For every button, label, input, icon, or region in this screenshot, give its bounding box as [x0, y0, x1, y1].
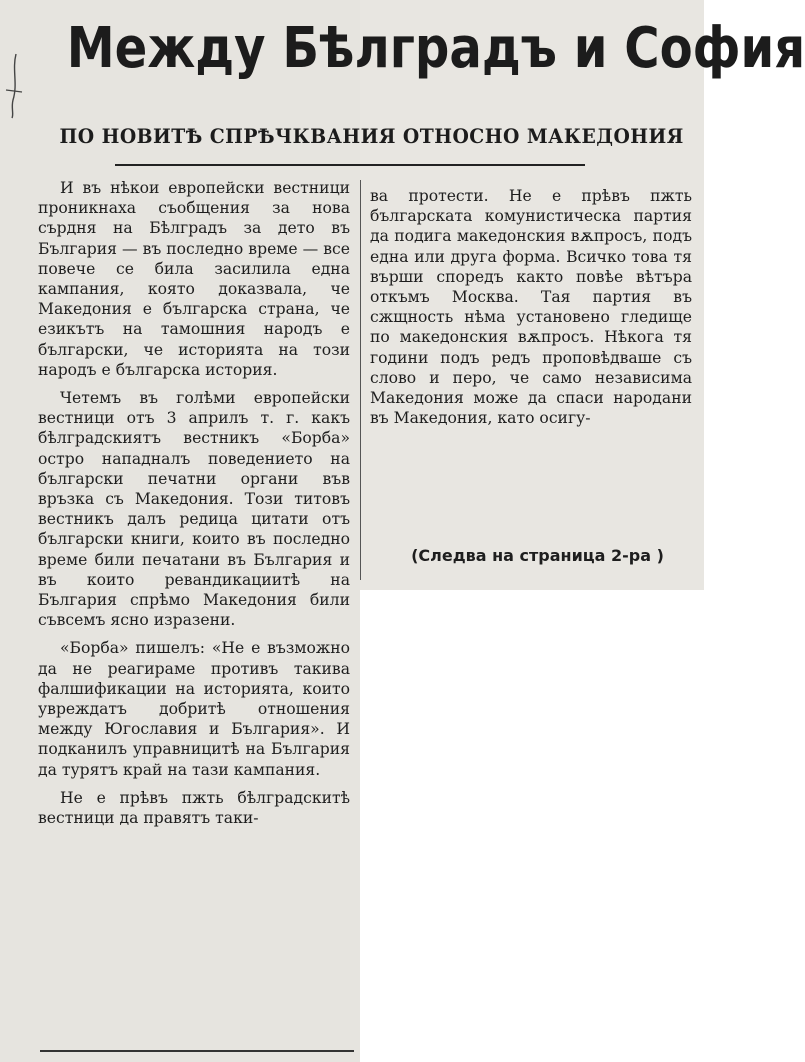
pen-mark-icon: [4, 50, 24, 120]
paragraph: Не е прѣвъ пжть бѣлградскитѣ вестници да правятъ таки-: [38, 788, 350, 828]
article-column-left: [38, 178, 350, 836]
article-headline: Между Бѣлградъ и София: [66, 16, 805, 81]
paragraph: ва протести. Не е прѣвъ пжть българската комунистическа партия да подига македонския вѫпросъ, подъ една или друга форма. Всичко това тя върши споредъ както повѣе вѣтъра откъмъ Москва. Тая партия въ сжщность нѣма установено гледище по македонския вѫпросъ. Нѣкога тя години подъ редъ проповѣдваше съ слово и перо, че само независима Македония може да спаси народани въ Македония, като осигу-: [370, 187, 692, 428]
headline-rule: [115, 164, 585, 166]
paragraph: «Борба» пишелъ: «Не е възможно да не реагираме противъ такива фалшификации на историята, които увреждатъ добритѣ отношения между Югославия и България». И подканилъ управницитѣ на България да турятъ край на тази кампания.: [38, 639, 350, 779]
paragraph: И въ нѣкои европейски вестници проникнаха съобщения за нова сърдня на Бѣлградъ за дето въ България — въ последно време — все повече се била засилила една кампания, която доказвала, че Македония е българска страна, че езикътъ на тамошния народъ е български, че историята на този народъ е българска история.: [38, 179, 350, 379]
article-column-right: [370, 186, 692, 436]
continuation-note: (Следва на страница 2-ра ): [411, 546, 664, 565]
article-subheadline: ПО НОВИТѢ СПРѢЧКВАНИЯ ОТНОСНО МАКЕДОНИЯ: [59, 124, 684, 148]
column-divider: [360, 180, 361, 580]
paragraph: Четемъ въ голѣми европейски вестници отъ 3 априлъ т. г. какъ бѣлградскиятъ вестникъ «Борба» остро нападналъ поведението на български печатни органи във връзка съ Македония. Този титовъ вестникъ далъ редица цитати отъ български книги, които въ последно време били печатани въ България и въ които ревандикациитѣ на България спрѣмо Македония били съвсемъ ясно изразени.: [38, 389, 350, 630]
footer-rule: [40, 1050, 354, 1052]
